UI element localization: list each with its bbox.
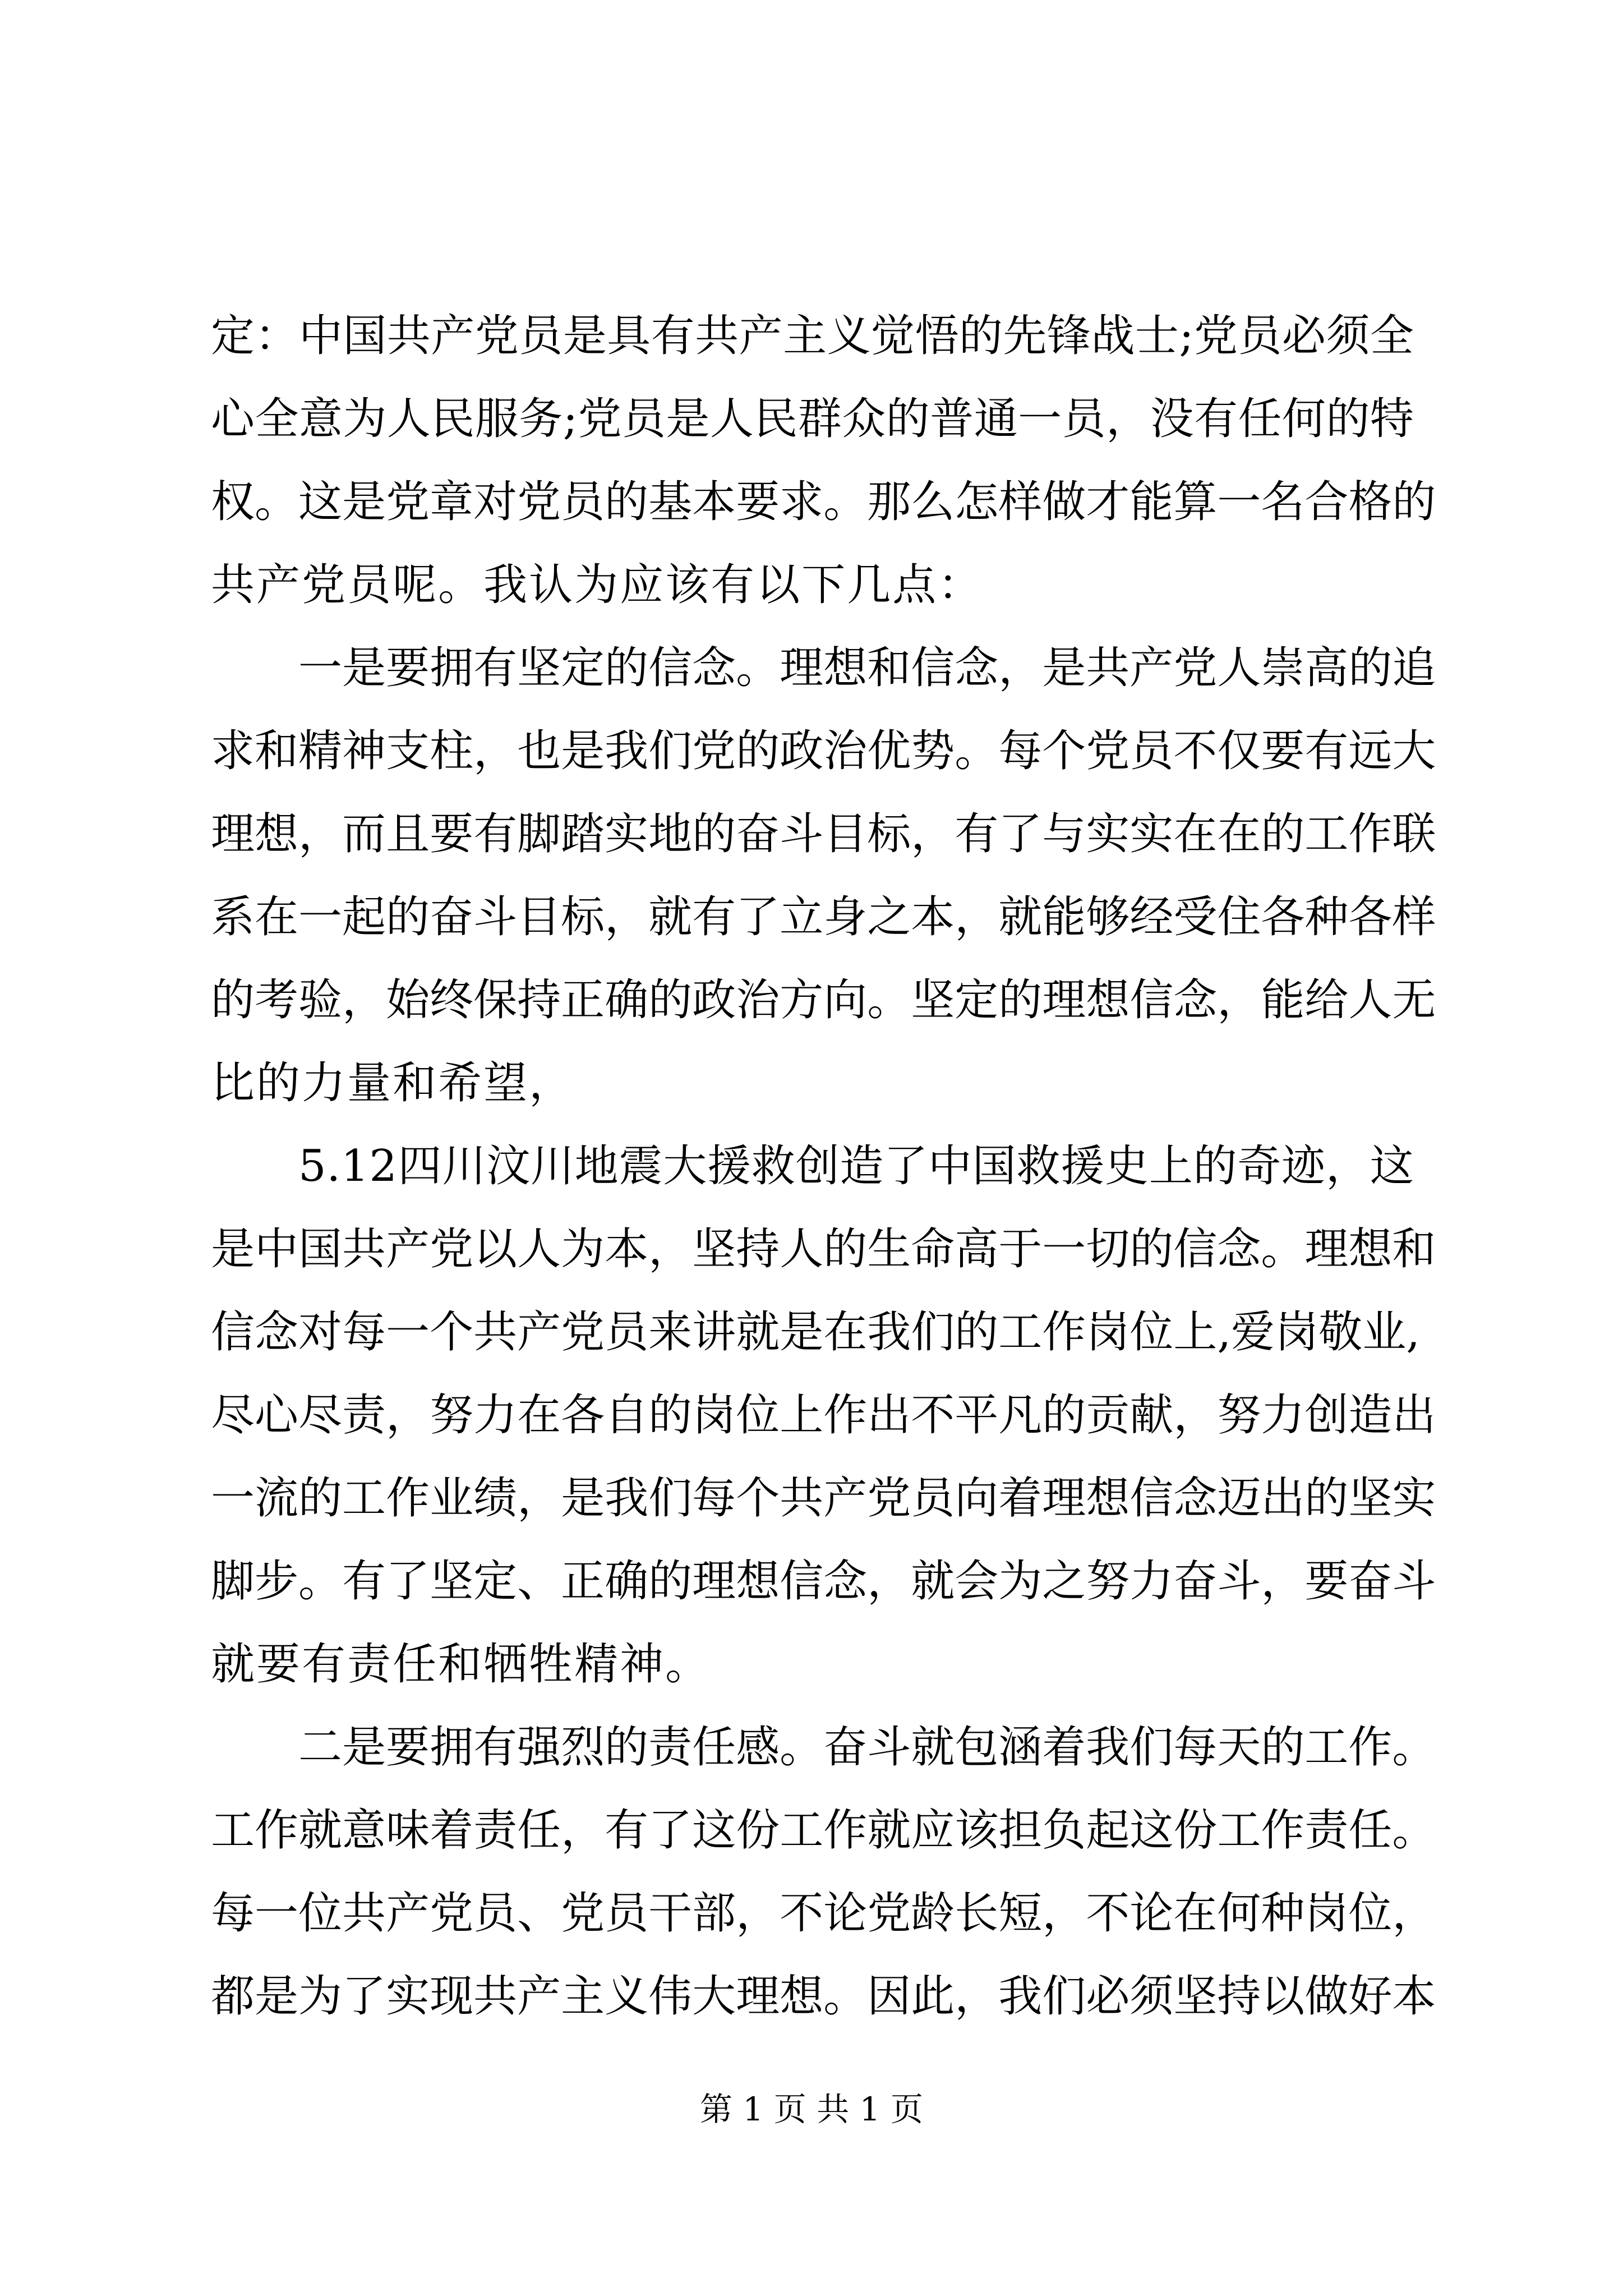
text-line: 工 作 就 意 味 着 责 任 ， 有 了 这 份 工 作 就 应 该 担 负 起 这 份 工 作 责 任 。 — [211, 1805, 1436, 1856]
text-line: 系 在 一 起 的 奋 斗 目 标 ， 就 有 了 立 身 之 本 ， 就 能 够 经 受 住 各 种 各 样 — [211, 892, 1436, 942]
text-line: 尽 心 尽 责 ， 努 力 在 各 自 的 岗 位 上 作 出 不 平 凡 的 贡 献 ， 努 力 创 造 出 — [211, 1390, 1436, 1441]
text-line: 共 产 党 员 呢 。 我 认 为 应 该 有 以 下 几 点 ： — [211, 560, 982, 610]
text-line: 就 要 有 责 任 和 牺 牲 精 神 。 — [211, 1639, 709, 1690]
text-line: 权 。 这 是 党 章 对 党 员 的 基 本 要 求 。 那 么 怎 样 做 才 能 算 一 名 合 格 的 — [211, 477, 1436, 527]
text-line: 脚 步 。 有 了 坚 定 、 正 确 的 理 想 信 念 ， 就 会 为 之 努 力 奋 斗 ， 要 奋 斗 — [211, 1556, 1436, 1607]
document-body — [211, 295, 1436, 2038]
text-line: 5 . 1 2 四 川 汶 川 地 震 大 援 救 创 造 了 中 国 救 援 史 上 的 奇 迹 ， 这 — [298, 1141, 1414, 1191]
text-line: 定 ： 中 国 共 产 党 员 是 具 有 共 产 主 义 觉 悟 的 先 锋 战 士 ; 党 员 必 须 全 — [211, 311, 1414, 361]
page-footer: 第 1 页 共 1 页 — [700, 2090, 923, 2128]
text-line: 的 考 验 ， 始 终 保 持 正 确 的 政 治 方 向 。 坚 定 的 理 想 信 念 ， 能 给 人 无 — [211, 975, 1436, 1025]
text-line: 是 中 国 共 产 党 以 人 为 本 ， 坚 持 人 的 生 命 高 于 一 切 的 信 念 。 理 想 和 — [211, 1224, 1436, 1274]
text-line: 一 流 的 工 作 业 绩 ， 是 我 们 每 个 共 产 党 员 向 着 理 想 信 念 迈 出 的 坚 实 — [211, 1473, 1436, 1524]
text-line: 心 全 意 为 人 民 服 务 ; 党 员 是 人 民 群 众 的 普 通 一 员 ， 没 有 任 何 的 特 — [211, 394, 1414, 444]
text-line: 理 想 ， 而 且 要 有 脚 踏 实 地 的 奋 斗 目 标 ， 有 了 与 实 实 在 在 的 工 作 联 — [211, 809, 1436, 859]
text-line: 都 是 为 了 实 现 共 产 主 义 伟 大 理 想 。 因 此 ， 我 们 必 须 坚 持 以 做 好 本 — [211, 1971, 1436, 2022]
text-line: 二 是 要 拥 有 强 烈 的 责 任 感 。 奋 斗 就 包 涵 着 我 们 每 天 的 工 作 。 — [298, 1722, 1436, 1773]
text-line: 信 念 对 每 一 个 共 产 党 员 来 讲 就 是 在 我 们 的 工 作 岗 位 上 , 爱 岗 敬 业 , — [211, 1307, 1421, 1358]
text-line: 一 是 要 拥 有 坚 定 的 信 念 。 理 想 和 信 念 ， 是 共 产 党 人 崇 高 的 追 — [298, 643, 1436, 693]
text-line: 每 一 位 共 产 党 员 、 党 员 干 部 ， 不 论 党 龄 长 短 ， 不 论 在 何 种 岗 位 ， — [211, 1888, 1436, 1939]
text-line: 求 和 精 神 支 柱 ， 也 是 我 们 党 的 政 治 优 势 。 每 个 党 员 不 仅 要 有 远 大 — [211, 726, 1436, 776]
text-line: 比 的 力 量 和 希 望 ， — [211, 1058, 573, 1108]
